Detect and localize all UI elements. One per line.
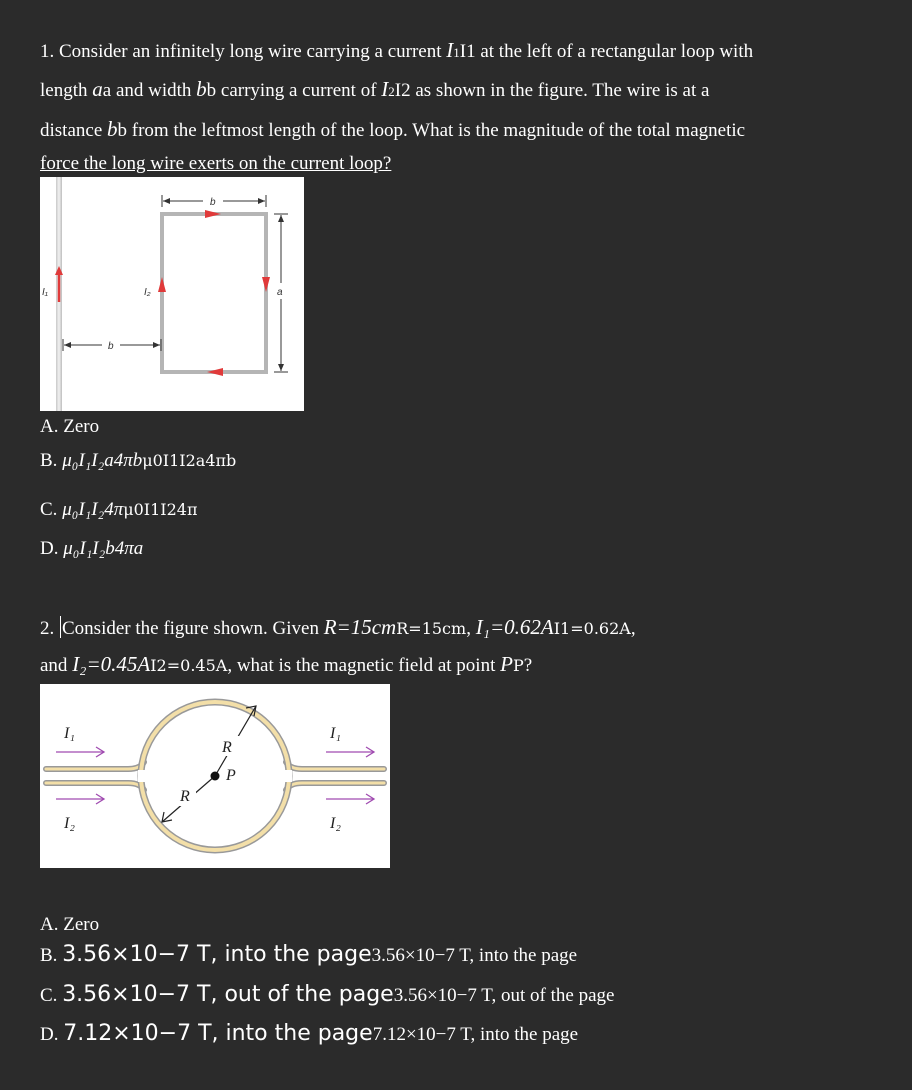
q2-option-b[interactable]: B. 3.56×10−7 T, into the page3.56×10−7 T, into the page <box>40 942 578 967</box>
label-b-top: b <box>210 197 216 208</box>
label-P: P <box>226 767 236 784</box>
q1-text-line-3: distance bb from the leftmost length of the loop. What is the magnitude of the total magnetic <box>40 117 746 141</box>
label-R-bottom: R <box>180 788 190 805</box>
loop-top-arrow <box>205 210 221 218</box>
q1-option-a[interactable]: A. Zero <box>40 416 100 437</box>
text-cursor <box>60 616 61 638</box>
label-b-bottom: b <box>108 341 114 352</box>
label-I1-right: I₁ <box>330 725 341 742</box>
loop-right-arrow <box>262 277 270 292</box>
q1-text-line-4: force the long wire exerts on the current loop? <box>40 153 392 174</box>
q1-text-line-2: length aa and width bb carrying a current of I2I2 as shown in the figure. The wire is at a <box>40 77 710 101</box>
label-R-top: R <box>222 739 232 756</box>
loop-bottom-arrow <box>207 368 223 376</box>
q2-figure <box>40 684 390 868</box>
wire-loop-diagram <box>40 177 304 411</box>
label-I2-right: I₂ <box>330 815 341 832</box>
label-I2-left: I₂ <box>64 815 75 832</box>
q2-option-a[interactable]: A. Zero <box>40 914 100 935</box>
circular-loop-diagram <box>40 684 390 868</box>
point-P <box>211 772 220 781</box>
rectangular-loop <box>162 214 266 372</box>
q2-text-line-2: and I₂=0.45AI2=0.45A, what is the magnetic field at point PP? <box>40 652 533 676</box>
q1-option-b[interactable]: B. μ₀I₁I₂a4πbμ0I1I2a4πb <box>40 450 237 471</box>
q1-option-d[interactable]: D. μ₀I₁I₂b4πa <box>40 538 144 559</box>
q2-text-line-1: 2. Consider the figure shown. Given R=15cmR=15cm, I₁=0.62AI1=0.62A, <box>40 615 636 639</box>
q2-option-c[interactable]: C. 3.56×10−7 T, out of the page3.56×10−7 T, out of the page <box>40 982 615 1007</box>
q1-figure <box>40 177 304 411</box>
label-I1: I₁ <box>42 287 48 298</box>
label-I1-left: I₁ <box>64 725 75 742</box>
q1-option-c[interactable]: C. μ₀I₁I₂4πμ0I1I24π <box>40 499 198 520</box>
label-a: a <box>277 287 283 298</box>
loop-left-arrow <box>158 277 166 292</box>
q2-option-d[interactable]: D. 7.12×10−7 T, into the page7.12×10−7 T, into the page <box>40 1021 579 1046</box>
label-I2: I₂ <box>144 287 151 298</box>
q1-text-line-1: 1. Consider an infinitely long wire carrying a current I1I1 at the left of a rectangular loop with <box>40 38 754 62</box>
